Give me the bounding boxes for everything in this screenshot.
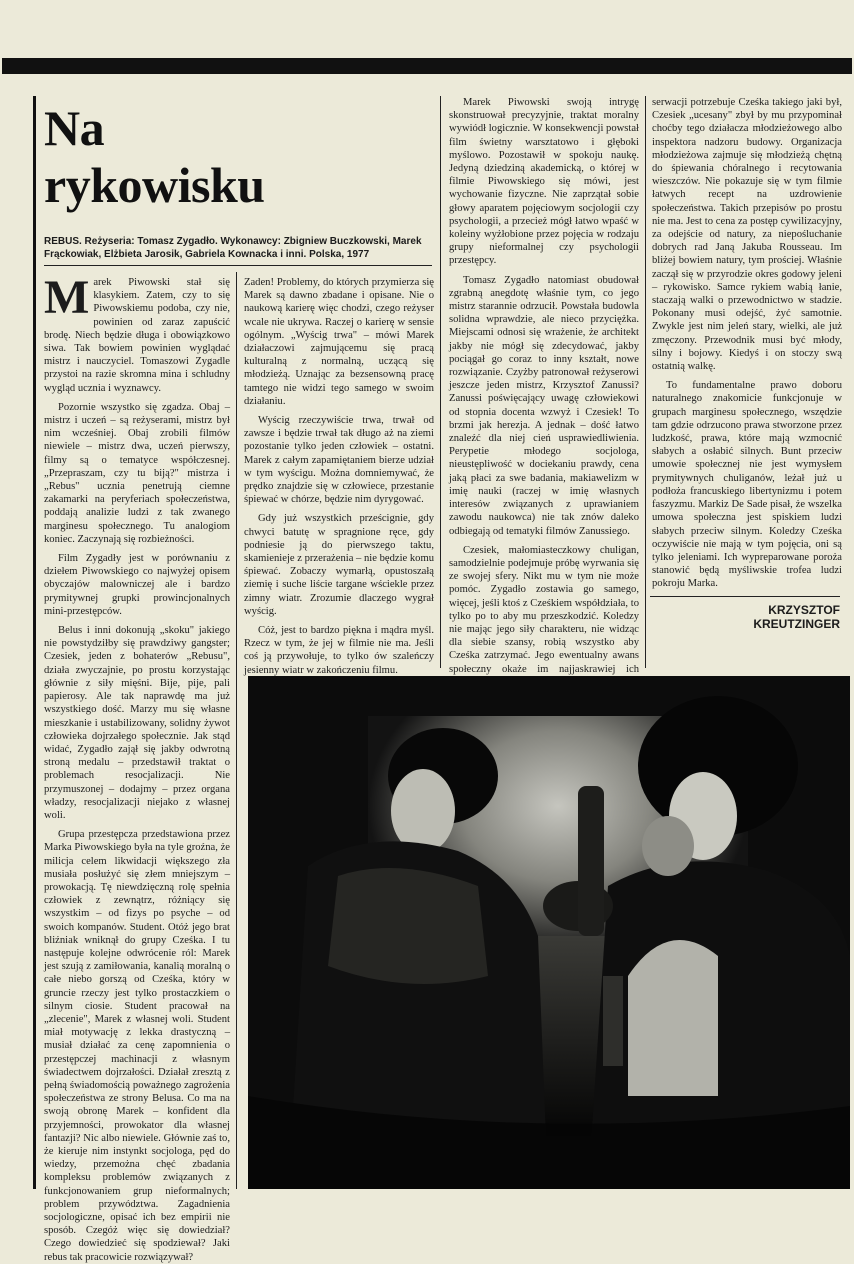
paragraph: Marek Piwowski swoją intrygę skonstruował precyzyjnie, traktat moralny wywiódł logicznie. W konsekwencji powstał film świetny warsztatowo i głęboki myślowo. Pozostawił w spokoju naukę. Jedyną dziedziną akademicką, o której w filmie Piwowskiego się mówi, jest wychowanie fizyczne. Nie zaprzątał sobie głowy aparatem pojęciowym socjologii czy psychologii, a przecież mógł łatwo wpaść w koleiny wyżłobione przez pojęcia w rodzaju grupy nieformalnej czy psychologii przestępcy. bbox=[449, 97, 639, 267]
paragraph: To fundamentalne prawo doboru naturalnego znakomicie funkcjonuje w grupach marginesu społecznego, wszędzie tam gdzie odrzucono prawa stworzone przez ludzkość, prawa, które mają wzmocnić słabych a osłabić silnych. Bunt przeciw umowie społecznej nie jest wymysłem prymitywnych chuliganów, leżał już u podłoża francuskiego libertynizmu i potem faszyzmu. Markiz De Sade pisał, że wszelka umowa społeczna jest spiskiem ludzi słabych przeciw silnym. Koledzy Cześka oczywiście nie mają w tym pojęcia, oni są tylko jeleniami. Ich wypreparowane poroża stanowić będą myśliwskie trofea ludzi pokroju Marka. bbox=[652, 380, 842, 590]
text-column-3 bbox=[449, 96, 639, 675]
paragraph: Belus i inni dokonują „skoku" jakiego nie powstydziłby się prawdziwy gangster; Czesiek, jeden z bohaterów „Rebusu", działa zwyczajnie, po prostu korzystając głównie z siły mięśni. Bije, pije, pali papierosy. Ale tak naprawdę ma już wszystkiego dość. Marzy mu się własne mieszkanie i ustabilizowany, solidny żywot człowieka dojrzałego społecznie. Jak stąd widać, Zygadło zajął się jakby odwrotną stroną medalu – przedstawił traktat o problemach resocjalizacji. Nie przymuszonej – dodajmy – przez organa władzy, resocjalizacji niejako z własnej woli. bbox=[44, 625, 230, 821]
paragraph: Pozornie wszystko się zgadza. Obaj – mistrz i uczeń – są reżyserami, mistrz był nim wcześniej. Obaj zrobili filmów niewiele – mistrz dwa, uczeń pierwszy, filmy są o tematyce współczesnej. „Przepraszam, czy tu biją?" mistrza i „Rebus" ucznia penetrują ciemne zakamarki na peryferiach społeczeństwa, poddają analizie ludzi z tak zwanego marginesu społecznego. Tu analogiom koniec. Zaczynają się rozbieżności. bbox=[44, 401, 230, 545]
paragraph: Grupa przestępcza przedstawiona przez Marka Piwowskiego była na tyle groźna, że milicja celem likwidacji większego zła musiała posłużyć się złem mniejszym – prowokacją. Tę niewdzięczną rolę spełnia człowiek z zewnątrz, różniący się wszystkim – od fizys po psyche – od swoich kompanów. Student. Otóż jego brat bliźniak wniknął do grupy Cześka. I tu następuje kolejne odwrócenie ról: Marek jest szują z zamiłowania, kanalią moralną o całe niebo gorszą od Cześka, który w gruncie rzeczy jest tylko prostaczkiem o silnym ciosie. Student pracował na „zlecenie", Marek z własnej woli. Student miał motywację z lekka drastyczną – musiał działać za cenę zapomnienia o przestępczej machinacji z własnym świadectwem dojrzałości. Działał zresztą z pełną świadomością poważnego zagrożenia społeczeństwa ze strony Belusa. Co ma na swoją obronę Marek – konfident dla przyjemności, prowokator dla własnej fantazji? Nic albo niewiele. Głównie zaś to, że kieruje nim instynkt socjologa, pęd do wiedzy, przemożna chęć zbadania kompleksu problemów związanych z funkcjonowaniem grup nieformalnych; problem przywództwa. Zagadnienia socjologiczne, opisać ich bez empirii nie sposób. Czegóż więc się dowiedział? Czego dowiedzieć się spodziewał? Jaki rebus tak pracowicie rozwiązywał? bbox=[44, 829, 230, 1263]
credits-divider bbox=[44, 265, 432, 266]
paragraph: Zaden! Problemy, do których przymierza się Marek są dawno zbadane i opisane. Nie o naukową karierę więc chodzi, czego reżyser wcale nie ukrywa. Raczej o karierę w sensie ogólnym. „Wyścig trwa" – mówi Marek działaczowi zajmującemu się pracą kulturalną z normalną, uczącą się młodzieżą. Uznając za bezsensowną pracę tamtego nie widzi tego samego w swoim działaniu. bbox=[244, 277, 434, 407]
paragraph: serwacji potrzebuje Cześka takiego jaki był, Czesiek „ucesany" zbył by mu przypominał choćby tego działacza młodzieżowego albo inspektora nadzoru budowy. Organizacja młodzieżowa zajmuje się młodzieżą chętną do śpiewania chóralnego i recytowania wieszczów. Nie pokazuje się w tym filmie łatwych recept na uzdrowienie społeczeństwa. Takich przepisów po prostu nie ma. Jest to cena za postęp cywilizacyjny, za odejście od natury, za niepośluchanie dobrych rad Janą Jakuba Rousseau. Im bliżej bowiem natury, tym prościej. Właśnie zaczął się w przyrodzie okres godowy jeleni – rykowisko. Samce rykiem wabią łanie, staczają walki o przewodnictwo w stadzie. Pokonany musi odejść, żyć samotnie. Zwykle jest nim jeleń stary, wielki, ale już zmęczony. Przewodnik musi być młody, silny i bojowy. Kiedyś i on stoczy swą ostatnią walkę. bbox=[652, 97, 842, 373]
article-title bbox=[44, 100, 434, 214]
paragraph: Cóż, jest to bardzo piękna i mądra myśl. Rzecz w tym, że jej w filmie nie ma. Jeśli coś ją przywołuje, to tylko ów szaleńczy jesienny wiatr w zakończeniu filmu. bbox=[244, 625, 434, 676]
column-divider-1 bbox=[236, 272, 237, 1189]
title-line-2: rykowisku bbox=[44, 157, 265, 213]
column-divider-2 bbox=[440, 96, 441, 668]
paragraph: Czesiek, małomiasteczkowy chuligan, samodzielnie podejmuje próbę wyrwania się ze swojej sfery. Nikt mu w tym nie może pomóc. Zygadło zostawia go samego, więcej, jeśli ktoś z Cześkiem współdziała, to tylko po to aby mu przeszkodzić. Koledzy nie mając jego siły charakteru, nie widząc dla siebie szansy, robią wszystko aby Cześka zatrzymać. Jego ewentualny awans społeczny okaże im najjaskrawiej ich bbox=[449, 544, 639, 675]
text-column-2 bbox=[244, 276, 435, 676]
photo-illustration bbox=[248, 676, 850, 1189]
paragraph: Film Zygadły jest w porównaniu z dziełem Piwowskiego co najwyżej opisem obyczajów malowniczej ale i bardzo prymitywnej grupki prowincjonalnych mini-przestępców. bbox=[44, 553, 230, 617]
paragraph: Marek Piwowski stał się klasykiem. Zatem, czy to się Piwowskiemu podoba, czy nie, powinien od zaraz zapuścić brodę. Niech będzie długa i obowiązkowo siwa. Tak bowiem powinien wyglądać mistrz i nauczyciel. Tomaszowi Zygadle przystoi na razie skromna mina i schludny wygląd ucznia i wyznawcy. bbox=[44, 271, 230, 394]
text-column-4 bbox=[652, 96, 842, 596]
author-byline bbox=[690, 603, 840, 631]
text-column-1 bbox=[44, 271, 230, 1263]
author-last-name: KREUTZINGER bbox=[753, 617, 840, 631]
paragraph: Gdy już wszystkich prześcignie, gdy chwyci batutę w spragnione ręce, gdy podniesie ją do pierwszego taktu, skamienieje z przerażenia – nie będzie komu śpiewać. Zobaczy wymarłą, opustoszałą ziemię i suche liście targane wściekle przez zimny wiatr. Zrozumie dlaczego wygrał wyścig. bbox=[244, 513, 435, 617]
film-credits: REBUS. Reżyseria: Tomasz Zygadło. Wykonawcy: Zbigniew Buczkowski, Marek Frąckowiak, Elżbieta Jarosik, Gabriela Kownacka i inni. Polska, 1977 bbox=[44, 236, 422, 260]
top-black-bar bbox=[2, 58, 852, 74]
paragraph: Wyścig rzeczywiście trwa, trwał od zawsze i będzie trwał tak długo aż na ziemi pozostanie tylko jeden człowiek – ostatni. Marek z całym zapamiętaniem bierze udział w tym wyścigu. Można domniemywać, że prędko znajdzie się w człowiece, przestanie śpiewać w chórze, będzie nim dyrygować. bbox=[244, 415, 434, 506]
author-first-name: KRZYSZTOF bbox=[768, 603, 840, 617]
author-divider bbox=[650, 596, 840, 597]
paragraph: Tomasz Zygadło natomiast obudował zgrabną anegdotę właśnie tym, co jego mistrz starannie odrzucił. Powstała budowla solidna wprawdzie, ale nieco przyciężka. Miejscami odnosi się wrażenie, że architekt jakby nie mógł się zdecydować, jakby pociągał go coraz to inny kształt, nowe rozwiązanie. Czyżby patronował reżyserowi jeszcze jeden mistrz, Krzysztof Zanussi? Zanussi poświęcający uwagę człowiekowi od stopnia docentа wzwyż i Czesiek! To brzmi jak herezja. A jednak – dość łatwo znaleźć dla niej cień usprawiedliwienia. Perypetie młodego socjologa, nieustępliwość w dociekaniu prawdy, cena jaką płaci za swe badania, makiawelizm w imię nauki (raczej w imię własnych interesów związanych z uprawianiem zawodu naukowca) nie tak znów daleko odbiegają od tematyki filmów Zanussiego. bbox=[449, 274, 639, 537]
title-line-1: Na bbox=[44, 100, 105, 156]
drop-cap: M bbox=[44, 271, 90, 324]
left-border-rule bbox=[33, 96, 36, 1189]
column-divider-3 bbox=[645, 96, 646, 668]
film-still-photo bbox=[248, 676, 850, 1189]
